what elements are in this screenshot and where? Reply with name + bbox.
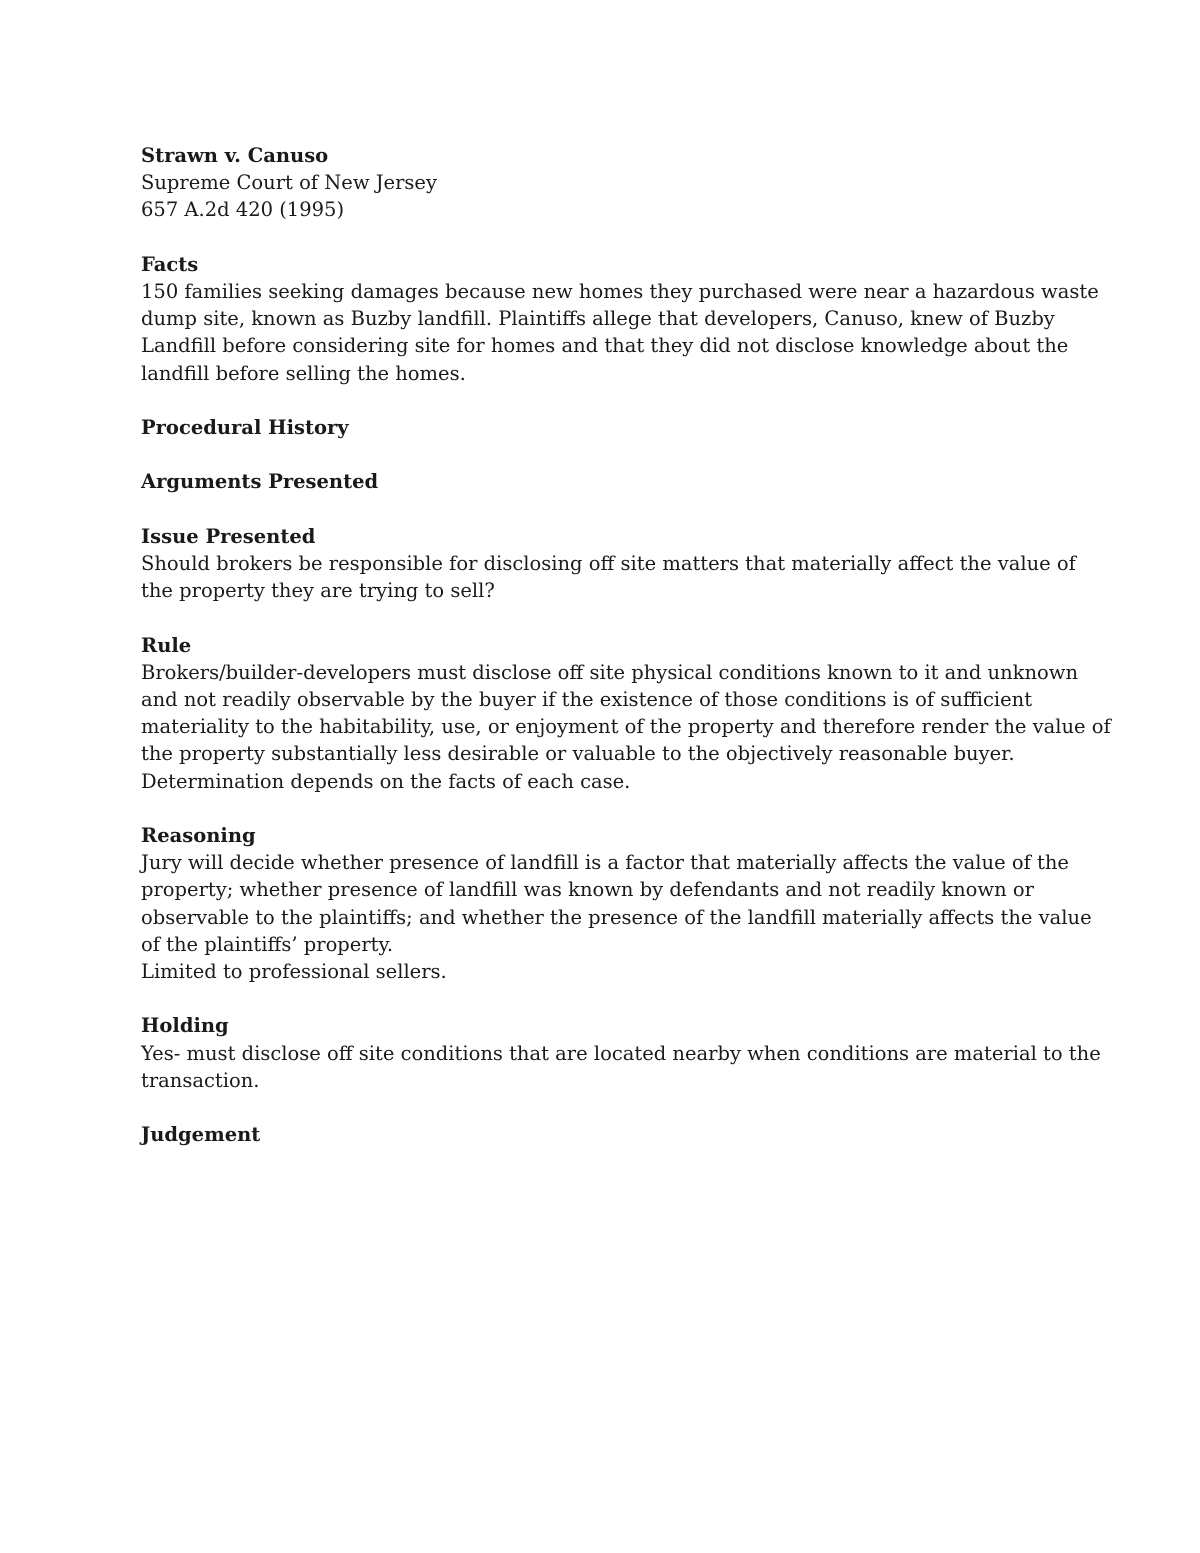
case-citation: 657 A.2d 420 (1995) [141,198,345,222]
issue-presented-section [141,523,1076,605]
facts-line: 150 families seeking damages because new homes they purchased were near a hazardous waste [141,280,1099,303]
holding-line: transaction. [141,1068,260,1092]
rule-line: the property substantially less desirable or valuable to the objectively reasonable buyer. [141,742,1015,766]
arguments-presented-section [141,468,1066,495]
case-header [141,142,1066,224]
reasoning-heading: Reasoning [141,823,256,847]
facts-line: Landfill before considering site for homes and that they did not disclose knowledge about the [141,334,1069,358]
procedural-history-heading: Procedural History [141,416,349,439]
facts-heading: Facts [141,252,199,276]
spacer [141,496,1066,523]
issue-presented-heading: Issue Presented [141,524,316,548]
judgement-section [141,1121,1066,1148]
reasoning-line: property; whether presence of landfill was known by defendants and not readily known or [141,878,1034,902]
rule-line: materiality to the habitability, use, or enjoyment of the property and therefore render the value of [141,715,1111,739]
facts-line: landfill before selling the homes. [141,361,466,385]
rule-line: Brokers/builder-developers must disclose off site physical conditions known to it and unknown [141,660,1079,684]
holding-line: Yes- must disclose off site conditions that are located nearby when conditions are material to the [141,1041,1101,1065]
reasoning-line: Jury will decide whether presence of landfill is a factor that materially affects the value of the [141,851,1069,875]
spacer [141,224,1066,251]
reasoning-section [141,822,1092,985]
document-page [141,142,1111,1148]
rule-heading: Rule [141,633,192,657]
reasoning-line: observable to the plaintiffs; and whether the presence of the landfill materially affects the value [141,905,1092,929]
court-name: Supreme Court of New Jersey [141,171,437,195]
reasoning-line: of the plaintiffs’ property. [141,932,394,956]
holding-section [141,1012,1101,1094]
rule-line: and not readily observable by the buyer if the existence of those conditions is of sufficient [141,687,1033,711]
spacer [141,795,1066,822]
facts-section [141,251,1099,387]
spacer [141,604,1066,631]
facts-line: dump site, known as Buzby landfill. Plaintiffs allege that developers, Canuso, knew of Buzby [141,307,1055,331]
spacer [141,387,1066,414]
spacer [141,985,1066,1012]
case-title: Strawn v. Canuso [141,144,329,167]
reasoning-line: Limited to professional sellers. [141,960,447,983]
judgement-heading: Judgement [141,1123,261,1147]
rule-section [141,632,1111,795]
arguments-presented-heading: Arguments Presented [141,470,379,494]
rule-line: Determination depends on the facts of each case. [141,769,631,793]
spacer [141,1094,1066,1121]
issue-line: Should brokers be responsible for disclosing off site matters that materially affect the value of [141,551,1076,575]
holding-heading: Holding [141,1014,229,1038]
issue-line: the property they are trying to sell? [141,579,495,603]
procedural-history-section [141,414,1066,441]
spacer [141,441,1066,468]
